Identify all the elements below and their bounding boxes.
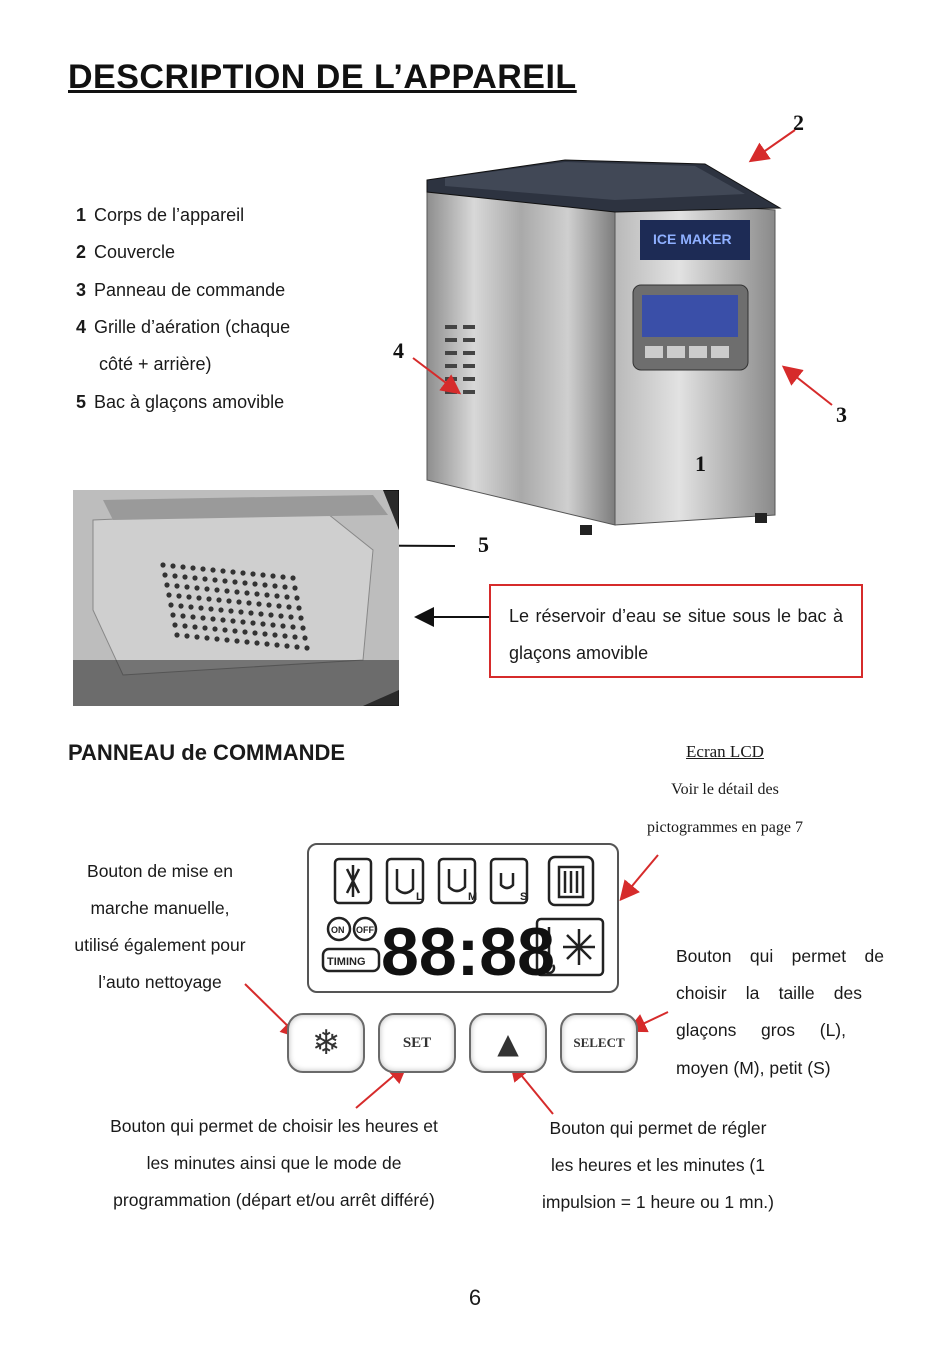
tray-hole xyxy=(244,590,249,595)
tray-hole xyxy=(222,627,227,632)
tray-hole xyxy=(244,639,249,644)
tray-hole xyxy=(194,585,199,590)
tray-hole xyxy=(220,568,225,573)
manual-note-line1: Bouton de mise en xyxy=(87,861,233,881)
tray-hole xyxy=(270,573,275,578)
tray-hole xyxy=(166,592,171,597)
tray-hole xyxy=(298,615,303,620)
arrow-panel xyxy=(785,368,832,405)
tray-hole xyxy=(160,562,165,567)
tray-hole xyxy=(284,643,289,648)
tray-hole xyxy=(218,607,223,612)
tray-hole xyxy=(280,623,285,628)
tray-hole xyxy=(192,624,197,629)
tray-hole xyxy=(270,622,275,627)
lcd-note-line1: Voir le détail des xyxy=(671,781,779,798)
tray-hole xyxy=(290,575,295,580)
no-water-glyph xyxy=(347,865,359,897)
tray-hole xyxy=(282,633,287,638)
callout-5: 5 xyxy=(478,532,489,557)
arrow-vent xyxy=(413,358,458,392)
water-tank-note: Le réservoir d’eau se situe sous le bac à glaçons amovible xyxy=(489,584,863,678)
page-title: DESCRIPTION DE L’APPAREIL xyxy=(68,58,577,96)
tray-hole xyxy=(246,600,251,605)
manual-note-line2: marche manuelle, xyxy=(90,898,230,918)
tray-hole xyxy=(210,567,215,572)
ice-maker-badge: ICE MAKER xyxy=(653,231,732,247)
tray-hole xyxy=(192,575,197,580)
tray-hole xyxy=(214,636,219,641)
size-s-label: S xyxy=(520,891,528,903)
lcd-display xyxy=(307,843,619,993)
tray-hole xyxy=(254,640,259,645)
tray-hole xyxy=(210,616,215,621)
tray-hole xyxy=(212,577,217,582)
arrow-lid xyxy=(752,130,795,160)
set-note-line2: les minutes ainsi que le mode de xyxy=(146,1153,402,1173)
tray-hole xyxy=(200,615,205,620)
tray-hole xyxy=(236,599,241,604)
tray-hole xyxy=(250,620,255,625)
size-m-label: M xyxy=(468,891,478,903)
tray-hole xyxy=(296,605,301,610)
tray-hole xyxy=(212,626,217,631)
tray-hole xyxy=(272,632,277,637)
tray-hole xyxy=(186,594,191,599)
tray-hole xyxy=(264,592,269,597)
tray-hole xyxy=(202,625,207,630)
part-item-4-cont: côté + arrière) xyxy=(99,354,212,374)
tray-hole xyxy=(220,617,225,622)
tray-hole xyxy=(188,604,193,609)
tray-hole xyxy=(294,595,299,600)
part-item-1: 1 Corps de l’appareil xyxy=(76,205,245,225)
tray-hole xyxy=(240,570,245,575)
tray-hole xyxy=(174,632,179,637)
tray-hole xyxy=(224,588,229,593)
select-note-line1: Bouton qui permet de xyxy=(676,946,884,966)
tray-hole xyxy=(272,583,277,588)
lcd-note-line2: pictogrammes en page 7 xyxy=(647,819,803,836)
tray-hole xyxy=(230,618,235,623)
part-item-5: 5 Bac à glaçons amovible xyxy=(76,392,285,412)
page-number: 6 xyxy=(468,1285,482,1310)
up-note-line3: impulsion = 1 heure ou 1 mn.) xyxy=(541,1192,774,1212)
tray-hole xyxy=(176,593,181,598)
part-item-4: 4 Grille d’aération (chaque xyxy=(76,317,291,337)
tray-hole xyxy=(290,624,295,629)
tray-hole xyxy=(262,631,267,636)
tray-hole xyxy=(242,629,247,634)
tray-hole xyxy=(280,574,285,579)
tray-hole xyxy=(182,623,187,628)
size-l-label: L xyxy=(416,891,423,903)
tray-hole xyxy=(292,585,297,590)
select-note-line2: choisir la taille des xyxy=(676,983,862,1003)
tray-hole xyxy=(260,621,265,626)
tray-hole xyxy=(170,563,175,568)
tray-hole xyxy=(214,587,219,592)
tray-hole xyxy=(168,602,173,607)
tray-hole xyxy=(242,580,247,585)
tray-hole xyxy=(294,644,299,649)
tray-hole xyxy=(282,584,287,589)
tray-hole xyxy=(204,635,209,640)
up-note-line2: les heures et les minutes (1 xyxy=(551,1155,765,1175)
tray-hole xyxy=(274,642,279,647)
manual-note-line3: utilisé également pour xyxy=(74,935,246,955)
tray-hole xyxy=(184,633,189,638)
callout-2: 2 xyxy=(793,110,804,135)
set-button[interactable]: SET xyxy=(378,1013,456,1073)
tray-hole xyxy=(230,569,235,574)
tray-hole xyxy=(194,634,199,639)
tray-hole xyxy=(232,579,237,584)
tray-hole xyxy=(228,608,233,613)
tray-hole xyxy=(202,576,207,581)
manual-note-line4: l’auto nettoyage xyxy=(98,972,222,992)
tray-hole xyxy=(232,628,237,633)
select-note-line3: glaçons gros (L), xyxy=(676,1020,846,1040)
part-item-2: 2 Couvercle xyxy=(76,242,176,262)
callout-4: 4 xyxy=(393,338,404,363)
tray-hole xyxy=(206,596,211,601)
set-note-line3: programmation (départ et/ou arrêt différé) xyxy=(113,1190,435,1210)
tray-hole xyxy=(196,595,201,600)
select-note-line4: moyen (M), petit (S) xyxy=(676,1058,831,1078)
tray-hole xyxy=(240,619,245,624)
tray-hole xyxy=(252,630,257,635)
tray-hole xyxy=(222,578,227,583)
tray-hole xyxy=(250,571,255,576)
tray-hole xyxy=(162,572,167,577)
tray-hole xyxy=(182,574,187,579)
up-arrow-icon: ▲ xyxy=(497,1026,519,1060)
tray-hole xyxy=(286,604,291,609)
tray-hole xyxy=(238,609,243,614)
up-button[interactable] xyxy=(469,1013,547,1073)
tray-hole xyxy=(172,622,177,627)
tray-hole xyxy=(180,613,185,618)
tray-hole xyxy=(204,586,209,591)
tray-hole xyxy=(264,641,269,646)
tray-hole xyxy=(256,601,261,606)
tray-hole xyxy=(288,614,293,619)
tray-hole xyxy=(260,572,265,577)
arrow-lcd xyxy=(622,855,658,898)
panel-section-title: PANNEAU de COMMANDE xyxy=(68,740,346,765)
tray-hole xyxy=(268,612,273,617)
tray-hole xyxy=(258,611,263,616)
select-button[interactable]: SELECT xyxy=(560,1013,638,1073)
tray-hole xyxy=(254,591,259,596)
tray-hole xyxy=(200,566,205,571)
tray-hole xyxy=(234,589,239,594)
tray-hole xyxy=(178,603,183,608)
lcd-note-title: Ecran LCD xyxy=(686,742,764,761)
up-note-line1: Bouton qui permet de régler xyxy=(549,1118,767,1138)
tray-hole xyxy=(262,582,267,587)
off-label: OFF xyxy=(356,925,374,935)
tray-hole xyxy=(278,613,283,618)
tray-hole xyxy=(276,603,281,608)
tray-hole xyxy=(226,598,231,603)
tray-hole xyxy=(170,612,175,617)
tray-hole xyxy=(252,581,257,586)
callout-1: 1 xyxy=(695,451,706,476)
tray-hole xyxy=(224,637,229,642)
lcd-digits: 88:88 xyxy=(381,914,555,990)
part-item-3: 3 Panneau de commande xyxy=(76,280,286,300)
tray-hole xyxy=(234,638,239,643)
on-label: ON xyxy=(331,925,345,935)
set-note-line1: Bouton qui permet de choisir les heures et xyxy=(110,1116,438,1136)
snowflake-button[interactable] xyxy=(287,1013,365,1073)
tray-hole xyxy=(266,602,271,607)
tray-hole xyxy=(190,614,195,619)
snowflake-icon: ❄ xyxy=(311,1023,341,1063)
callout-3: 3 xyxy=(836,402,847,427)
tray-hole xyxy=(216,597,221,602)
tray-hole xyxy=(248,610,253,615)
timing-label: TIMING xyxy=(327,956,366,968)
tray-hole xyxy=(274,593,279,598)
tray-hole xyxy=(164,582,169,587)
tray-hole xyxy=(284,594,289,599)
tray-hole xyxy=(190,565,195,570)
tray-hole xyxy=(208,606,213,611)
tray-hole xyxy=(184,584,189,589)
tray-hole xyxy=(300,625,305,630)
tray-hole xyxy=(180,564,185,569)
tray-hole xyxy=(172,573,177,578)
tray-hole xyxy=(198,605,203,610)
ice-tray-photo xyxy=(73,490,399,706)
tray-hole xyxy=(302,635,307,640)
tray-hole xyxy=(304,645,309,650)
tray-hole xyxy=(174,583,179,588)
tray-hole xyxy=(292,634,297,639)
